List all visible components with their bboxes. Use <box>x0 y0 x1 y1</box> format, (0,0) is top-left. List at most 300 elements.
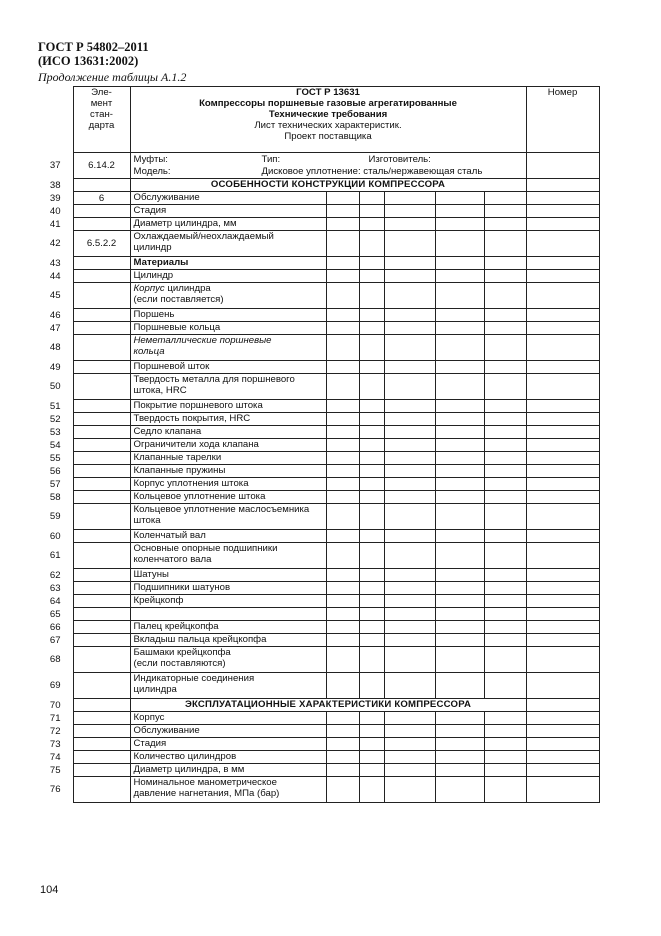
value-cell <box>359 361 384 374</box>
value-cell <box>359 777 384 803</box>
value-cell <box>326 621 359 634</box>
row-number: 52 <box>49 413 61 425</box>
element-cell <box>73 764 130 777</box>
value-cell <box>359 335 384 361</box>
characteristic-label: Неметаллические поршневые кольца <box>130 335 326 361</box>
characteristic-label-italic-part: Корпус <box>133 283 165 294</box>
value-cell <box>384 309 435 322</box>
number-cell <box>526 699 599 712</box>
value-cell <box>384 218 435 231</box>
characteristic-label: Поршневые кольца <box>130 322 326 335</box>
value-cell <box>384 738 435 751</box>
value-cell <box>484 595 526 608</box>
element-cell <box>73 530 130 543</box>
value-cell <box>326 595 359 608</box>
row-number: 49 <box>49 361 61 373</box>
value-cell <box>384 231 435 257</box>
value-cell <box>359 309 384 322</box>
characteristic-label: Корпус уплотнения штока <box>130 478 326 491</box>
element-cell <box>73 361 130 374</box>
value-cell <box>359 439 384 452</box>
row-number: 75 <box>49 764 61 776</box>
number-cell <box>526 569 599 582</box>
table-row <box>38 543 599 569</box>
value-cell <box>484 439 526 452</box>
value-cell <box>435 439 484 452</box>
element-cell <box>73 751 130 764</box>
value-cell <box>484 608 526 621</box>
value-cell <box>384 764 435 777</box>
value-cell <box>359 595 384 608</box>
element-cell <box>73 621 130 634</box>
value-cell <box>359 608 384 621</box>
value-cell <box>326 231 359 257</box>
element-cell <box>73 647 130 673</box>
row-number: 72 <box>49 725 61 737</box>
value-cell <box>384 491 435 504</box>
element-cell <box>73 699 130 712</box>
number-cell <box>526 374 599 400</box>
value-cell <box>484 647 526 673</box>
value-cell <box>484 413 526 426</box>
number-cell <box>526 491 599 504</box>
value-cell <box>326 361 359 374</box>
value-cell <box>384 582 435 595</box>
characteristic-label <box>130 608 326 621</box>
characteristic-label: Башмаки крейцкопфа (если поставляются) <box>130 647 326 673</box>
value-cell <box>484 673 526 699</box>
value-cell <box>484 751 526 764</box>
value-cell <box>484 738 526 751</box>
characteristic-label: Номинальное манометрическое давление нагнетания, МПа (бар) <box>130 777 326 803</box>
value-cell <box>435 465 484 478</box>
value-cell <box>359 530 384 543</box>
value-cell <box>384 400 435 413</box>
element-cell <box>73 257 130 270</box>
value-cell <box>359 257 384 270</box>
value-cell <box>484 270 526 283</box>
table-row <box>38 595 599 608</box>
value-cell <box>359 413 384 426</box>
row-number: 37 <box>49 160 61 171</box>
value-cell <box>435 400 484 413</box>
number-cell <box>526 309 599 322</box>
table-row <box>38 738 599 751</box>
characteristic-label: Клапанные пружины <box>130 465 326 478</box>
value-cell <box>384 608 435 621</box>
value-cell <box>326 543 359 569</box>
value-cell <box>384 205 435 218</box>
characteristic-label: Вкладыш пальца крейцкопфа <box>130 634 326 647</box>
table-row <box>38 647 599 673</box>
table-row <box>38 530 599 543</box>
value-cell <box>384 777 435 803</box>
table-row <box>38 634 599 647</box>
table-row <box>38 283 599 309</box>
row-number: 66 <box>49 621 61 633</box>
table-row <box>38 777 599 803</box>
value-cell <box>435 777 484 803</box>
characteristic-label: Индикаторные соединения цилиндра <box>130 673 326 699</box>
number-cell <box>526 192 599 205</box>
value-cell <box>326 374 359 400</box>
element-cell: 6 <box>73 192 130 205</box>
element-cell <box>73 595 130 608</box>
number-cell <box>526 205 599 218</box>
value-cell <box>359 543 384 569</box>
table-row <box>38 725 599 738</box>
document-header <box>38 40 186 84</box>
value-cell <box>435 218 484 231</box>
table-row <box>38 270 599 283</box>
value-cell <box>484 205 526 218</box>
element-cell <box>73 738 130 751</box>
title-product: Компрессоры поршневые газовые агрегатированные <box>199 98 457 109</box>
characteristic-label: Коленчатый вал <box>130 530 326 543</box>
number-cell <box>526 764 599 777</box>
table-row <box>38 335 599 361</box>
standard-code: ГОСТ Р 54802–2011 <box>38 40 149 54</box>
value-cell <box>326 283 359 309</box>
element-cell <box>73 335 130 361</box>
number-cell <box>526 179 599 192</box>
value-cell <box>326 491 359 504</box>
value-cell <box>384 504 435 530</box>
value-cell <box>484 426 526 439</box>
characteristic-label: Обслуживание <box>130 725 326 738</box>
value-cell <box>359 569 384 582</box>
table-row <box>38 764 599 777</box>
value-cell <box>384 413 435 426</box>
value-cell <box>359 738 384 751</box>
number-cell <box>526 283 599 309</box>
value-cell <box>359 582 384 595</box>
value-cell <box>484 530 526 543</box>
value-cell <box>435 634 484 647</box>
characteristic-label: Кольцевое уплотнение штока <box>130 491 326 504</box>
characteristic-label: Поршневой шток <box>130 361 326 374</box>
value-cell <box>484 452 526 465</box>
element-column-header: Эле- мент стан- дарта <box>73 87 130 153</box>
value-cell <box>435 582 484 595</box>
title-project: Проект поставщика <box>284 131 372 142</box>
characteristic-label: Покрытие поршневого штока <box>130 400 326 413</box>
value-cell <box>435 283 484 309</box>
value-cell <box>435 374 484 400</box>
value-cell <box>484 465 526 478</box>
value-cell <box>359 231 384 257</box>
characteristic-label-rest: цилиндра (если поставляется) <box>133 283 224 305</box>
table-continuation-caption: Продолжение таблицы А.1.2 <box>38 70 187 84</box>
value-cell <box>484 764 526 777</box>
characteristic-label: Шатуны <box>130 569 326 582</box>
characteristic-label: Твердость металла для поршневого штока, HRC <box>130 374 326 400</box>
section-row <box>38 699 599 712</box>
value-cell <box>435 192 484 205</box>
row-number: 44 <box>49 270 61 282</box>
table-row <box>38 582 599 595</box>
type-label: Тип: <box>261 154 281 165</box>
element-cell <box>73 582 130 595</box>
number-cell <box>526 426 599 439</box>
row-number: 74 <box>49 751 61 763</box>
number-cell <box>526 725 599 738</box>
element-cell <box>73 205 130 218</box>
row-number: 45 <box>49 290 61 301</box>
element-cell <box>73 309 130 322</box>
value-cell <box>484 400 526 413</box>
value-cell <box>359 634 384 647</box>
table-row <box>38 608 599 621</box>
table-row <box>38 309 599 322</box>
element-cell <box>73 413 130 426</box>
value-cell <box>484 777 526 803</box>
row-number: 46 <box>49 309 61 321</box>
row-number: 38 <box>49 179 61 191</box>
number-cell <box>526 712 599 725</box>
table-row <box>38 465 599 478</box>
value-cell <box>359 192 384 205</box>
element-cell <box>73 270 130 283</box>
table-row <box>38 491 599 504</box>
row-number: 59 <box>49 511 61 522</box>
element-cell <box>73 491 130 504</box>
element-cell <box>73 543 130 569</box>
row-number <box>38 87 73 153</box>
standard-title-cell <box>130 87 526 153</box>
characteristic-label: Охлаждаемый/неохлаждаемый цилиндр <box>130 231 326 257</box>
value-cell <box>484 322 526 335</box>
value-cell <box>484 335 526 361</box>
row-number: 50 <box>49 381 61 392</box>
element-cell <box>73 569 130 582</box>
value-cell <box>384 478 435 491</box>
couplings-cell <box>130 153 526 179</box>
characteristic-label: Крейцкопф <box>130 595 326 608</box>
value-cell <box>359 504 384 530</box>
row-number: 69 <box>49 680 61 691</box>
value-cell <box>326 413 359 426</box>
value-cell <box>435 712 484 725</box>
value-cell <box>435 335 484 361</box>
value-cell <box>326 192 359 205</box>
value-cell <box>359 621 384 634</box>
characteristic-label: Ограничители хода клапана <box>130 439 326 452</box>
value-cell <box>326 439 359 452</box>
value-cell <box>359 725 384 738</box>
element-cell <box>73 504 130 530</box>
value-cell <box>326 335 359 361</box>
value-cell <box>435 270 484 283</box>
row-number: 42 <box>49 238 61 249</box>
row-number: 76 <box>49 784 61 795</box>
row-number: 55 <box>49 452 61 464</box>
value-cell <box>484 725 526 738</box>
value-cell <box>326 478 359 491</box>
value-cell <box>384 712 435 725</box>
characteristic-label: Поршень <box>130 309 326 322</box>
value-cell <box>326 504 359 530</box>
table-row <box>38 153 599 179</box>
element-cell <box>73 478 130 491</box>
table-row <box>38 504 599 530</box>
characteristic-label: Материалы <box>130 257 326 270</box>
number-cell <box>526 608 599 621</box>
value-cell <box>359 764 384 777</box>
number-cell <box>526 231 599 257</box>
iso-code: (ИСО 13631:2002) <box>38 54 139 68</box>
value-cell <box>359 218 384 231</box>
element-cell <box>73 439 130 452</box>
value-cell <box>326 452 359 465</box>
value-cell <box>326 530 359 543</box>
value-cell <box>484 582 526 595</box>
value-cell <box>435 361 484 374</box>
value-cell <box>359 426 384 439</box>
element-cell <box>73 179 130 192</box>
value-cell <box>384 543 435 569</box>
value-cell <box>359 647 384 673</box>
table-row <box>38 218 599 231</box>
value-cell <box>326 751 359 764</box>
table-row <box>38 400 599 413</box>
characteristic-label: Диаметр цилиндра, мм <box>130 218 326 231</box>
value-cell <box>326 569 359 582</box>
number-cell <box>526 465 599 478</box>
characteristic-label: Диаметр цилиндра, в мм <box>130 764 326 777</box>
table-row <box>38 231 599 257</box>
table-row <box>38 439 599 452</box>
value-cell <box>435 725 484 738</box>
operation-rows <box>38 712 599 803</box>
value-cell <box>326 400 359 413</box>
value-cell <box>326 257 359 270</box>
value-cell <box>435 530 484 543</box>
element-cell <box>73 465 130 478</box>
table-row <box>38 426 599 439</box>
characteristic-label: Количество цилиндров <box>130 751 326 764</box>
value-cell <box>384 335 435 361</box>
value-cell <box>384 257 435 270</box>
element-cell <box>73 452 130 465</box>
value-cell <box>435 231 484 257</box>
value-cell <box>384 595 435 608</box>
element-cell <box>73 374 130 400</box>
row-number: 48 <box>49 342 61 353</box>
table-row <box>38 192 599 205</box>
value-cell <box>484 634 526 647</box>
value-cell <box>484 374 526 400</box>
value-cell <box>484 192 526 205</box>
page-number: 104 <box>40 884 59 896</box>
value-cell <box>435 738 484 751</box>
characteristic-label: Клапанные тарелки <box>130 452 326 465</box>
table-header-row <box>38 87 599 153</box>
value-cell <box>326 725 359 738</box>
row-number: 51 <box>49 400 61 412</box>
value-cell <box>326 647 359 673</box>
value-cell <box>359 478 384 491</box>
characteristic-label <box>130 283 326 309</box>
value-cell <box>484 504 526 530</box>
number-cell <box>526 621 599 634</box>
value-cell <box>359 400 384 413</box>
maker-label: Изготовитель: <box>368 154 431 165</box>
value-cell <box>326 608 359 621</box>
section-operation-title: ЭКСПЛУАТАЦИОННЫЕ ХАРАКТЕРИСТИКИ КОМПРЕССОРА <box>130 699 526 712</box>
value-cell <box>435 647 484 673</box>
value-cell <box>384 465 435 478</box>
value-cell <box>384 361 435 374</box>
row-number: 61 <box>49 550 61 561</box>
value-cell <box>435 413 484 426</box>
table-row <box>38 621 599 634</box>
value-cell <box>435 751 484 764</box>
section-row <box>38 179 599 192</box>
row-number: 47 <box>49 322 61 334</box>
value-cell <box>359 491 384 504</box>
row-number: 67 <box>49 634 61 646</box>
value-cell <box>435 205 484 218</box>
value-cell <box>326 673 359 699</box>
value-cell <box>435 426 484 439</box>
row-number: 41 <box>49 218 61 230</box>
value-cell <box>435 504 484 530</box>
row-number: 53 <box>49 426 61 438</box>
number-cell <box>526 530 599 543</box>
number-cell <box>526 322 599 335</box>
model-label: Модель: <box>133 166 171 177</box>
row-number: 58 <box>49 491 61 503</box>
value-cell <box>326 322 359 335</box>
number-cell <box>526 504 599 530</box>
value-cell <box>435 309 484 322</box>
value-cell <box>359 283 384 309</box>
value-cell <box>326 426 359 439</box>
row-number: 65 <box>49 608 61 620</box>
row-number: 63 <box>49 582 61 594</box>
table-row <box>38 712 599 725</box>
value-cell <box>484 478 526 491</box>
value-cell <box>384 283 435 309</box>
number-cell <box>526 582 599 595</box>
value-cell <box>435 491 484 504</box>
row-number: 60 <box>49 530 61 542</box>
value-cell <box>326 218 359 231</box>
element-cell <box>73 777 130 803</box>
section-design-title: ОСОБЕННОСТИ КОНСТРУКЦИИ КОМПРЕССОРА <box>130 179 526 192</box>
value-cell <box>435 322 484 335</box>
value-cell <box>435 543 484 569</box>
characteristic-label: Подшипники шатунов <box>130 582 326 595</box>
value-cell <box>384 673 435 699</box>
characteristic-label: Основные опорные подшипники коленчатого вала <box>130 543 326 569</box>
element-cell: 6.14.2 <box>73 153 130 179</box>
number-cell <box>526 751 599 764</box>
element-cell <box>73 608 130 621</box>
value-cell <box>384 621 435 634</box>
value-cell <box>359 374 384 400</box>
number-cell <box>526 634 599 647</box>
value-cell <box>435 452 484 465</box>
value-cell <box>359 673 384 699</box>
value-cell <box>326 309 359 322</box>
value-cell <box>326 465 359 478</box>
number-cell <box>526 673 599 699</box>
value-cell <box>435 257 484 270</box>
table-row <box>38 257 599 270</box>
value-cell <box>384 751 435 764</box>
